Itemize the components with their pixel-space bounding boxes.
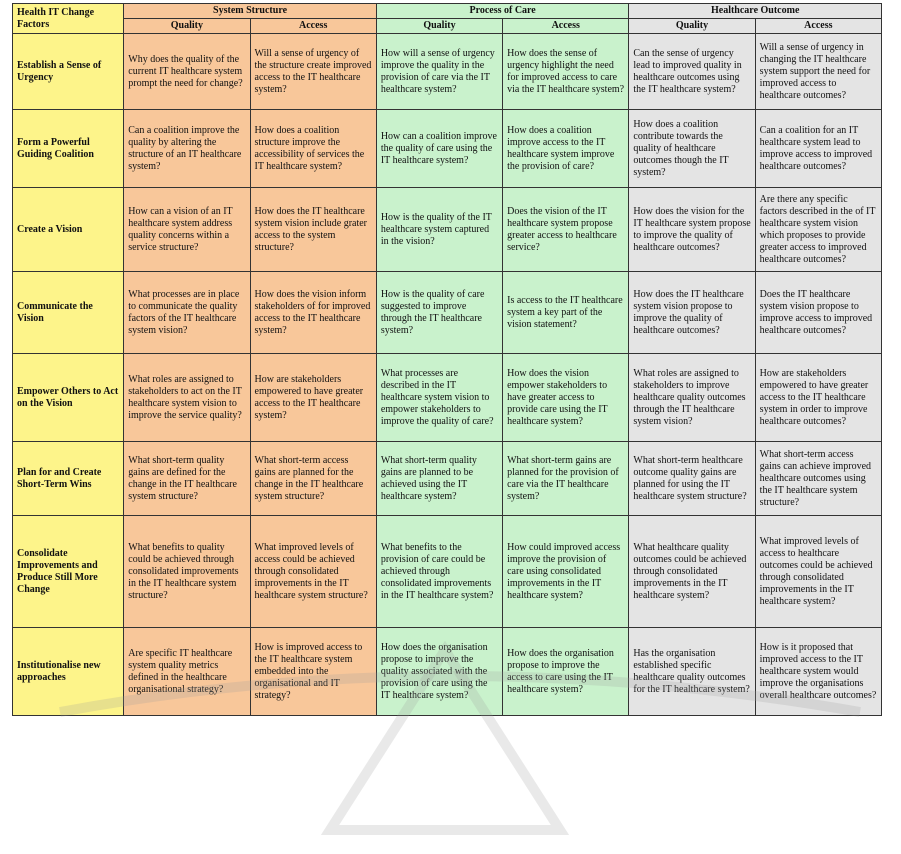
cell-text: Is access to the IT healthcare system a key part of the vision statement? (503, 272, 629, 354)
cell-text: What short-term quality gains are planned to be achieved using the IT healthcare system? (376, 442, 502, 516)
table-row (13, 188, 882, 272)
row-factor: Form a Powerful Guiding Coalition (13, 110, 124, 188)
cell-text: What short-term access gains can achieve improved healthcare outcomes using the IT healthcare system structure? (755, 442, 881, 516)
cell-text: What benefits to the provision of care could be achieved through consolidated improvements in the IT healthcare system? (376, 516, 502, 628)
cell-text: Will a sense of urgency in changing the IT healthcare system support the need for improved access to healthcare outcomes? (755, 34, 881, 110)
cell-text: What processes are described in the IT healthcare system vision to empower stakeholders to improve the quality of care? (376, 354, 502, 442)
group-header-healthcare-outcome: Healthcare Outcome (629, 4, 882, 19)
cell-text: Are specific IT healthcare system quality metrics defined in the healthcare organisational strategy? (124, 628, 250, 716)
cell-text: Does the vision of the IT healthcare system propose greater access to healthcare service? (503, 188, 629, 272)
change-factors-table (12, 3, 882, 716)
cell-text: How can a vision of an IT healthcare system address quality concerns within a service structure? (124, 188, 250, 272)
cell-text: How are stakeholders empowered to have greater access to the IT healthcare system in order to improve healthcare outcomes? (755, 354, 881, 442)
cell-text: How does the organisation propose to improve the access to care using the IT healthcare system? (503, 628, 629, 716)
row-factor: Consolidate Improvements and Produce Still More Change (13, 516, 124, 628)
cell-text: How does the IT healthcare system vision include grater access to the system structure? (250, 188, 376, 272)
group-header-system-structure: System Structure (124, 4, 377, 19)
table-row (13, 628, 882, 716)
cell-text: How will a sense of urgency improve the quality in the provision of care via the IT healthcare system? (376, 34, 502, 110)
cell-text: What short-term gains are planned for the provision of care via the IT healthcare system? (503, 442, 629, 516)
table-row (13, 354, 882, 442)
cell-text: Why does the quality of the current IT healthcare system prompt the need for change? (124, 34, 250, 110)
cell-text: How does the vision empower stakeholders to have greater access to provide care using the IT healthcare system? (503, 354, 629, 442)
cell-text: What roles are assigned to stakeholders to improve healthcare quality outcomes through the IT healthcare system vision? (629, 354, 755, 442)
cell-text: What processes are in place to communicate the quality factors of the IT healthcare system vision? (124, 272, 250, 354)
cell-text: How does a coalition structure improve the accessibility of services the IT healthcare system? (250, 110, 376, 188)
table-row (13, 442, 882, 516)
row-factor: Communicate the Vision (13, 272, 124, 354)
cell-text: How does the IT healthcare system vision propose to improve the quality of healthcare outcomes? (629, 272, 755, 354)
row-factor: Establish a Sense of Urgency (13, 34, 124, 110)
cell-text: How does the sense of urgency highlight the need for improved access to care via the IT healthcare system? (503, 34, 629, 110)
sub-header-access: Access (250, 19, 376, 34)
cell-text: What improved levels of access could be achieved through consolidated improvements in the IT healthcare system structure? (250, 516, 376, 628)
cell-text: Are there any specific factors described in the of IT healthcare system vision which proposes to provide greater access to improved healthcare outcomes? (755, 188, 881, 272)
table-row (13, 272, 882, 354)
row-factor: Institutionalise new approaches (13, 628, 124, 716)
cell-text: Can a coalition improve the quality by altering the structure of an IT healthcare system? (124, 110, 250, 188)
cell-text: How can a coalition improve the quality of care using the IT healthcare system? (376, 110, 502, 188)
cell-text: How does the vision for the IT healthcare system propose to improve the quality of healthcare outcomes? (629, 188, 755, 272)
corner-header: Health IT Change Factors (13, 4, 124, 34)
table-row (13, 110, 882, 188)
cell-text: How does the organisation propose to improve the quality associated with the provision of care using the IT healthcare system? (376, 628, 502, 716)
row-factor: Empower Others to Act on the Vision (13, 354, 124, 442)
cell-text: Does the IT healthcare system vision propose to improve access to improved healthcare outcomes? (755, 272, 881, 354)
row-factor: Create a Vision (13, 188, 124, 272)
sub-header-quality: Quality (376, 19, 502, 34)
table-row (13, 34, 882, 110)
sub-header-quality: Quality (629, 19, 755, 34)
cell-text: Can a coalition for an IT healthcare system lead to improve access to improved healthcare outcomes? (755, 110, 881, 188)
cell-text: What short-term access gains are planned for the change in the IT healthcare system structure? (250, 442, 376, 516)
cell-text: How could improved access improve the provision of care using consolidated improvements in the IT healthcare system? (503, 516, 629, 628)
cell-text: What short-term healthcare outcome quality gains are planned for using the IT healthcare system structure? (629, 442, 755, 516)
cell-text: How is the quality of care suggested to improve through the IT healthcare system? (376, 272, 502, 354)
cell-text: How is it proposed that improved access to the IT healthcare system would improve the organisations overall healthcare outcomes? (755, 628, 881, 716)
cell-text: What healthcare quality outcomes could be achieved through consolidated improvements in the IT healthcare system? (629, 516, 755, 628)
cell-text: How are stakeholders empowered to have greater access to the IT healthcare system? (250, 354, 376, 442)
row-factor: Plan for and Create Short-Term Wins (13, 442, 124, 516)
cell-text: What roles are assigned to stakeholders to act on the IT healthcare system vision to improve the service quality? (124, 354, 250, 442)
cell-text: What short-term quality gains are defined for the change in the IT healthcare system structure? (124, 442, 250, 516)
cell-text: Will a sense of urgency of the structure create improved access to the IT healthcare system? (250, 34, 376, 110)
sub-header-quality: Quality (124, 19, 250, 34)
cell-text: Can the sense of urgency lead to improved quality in healthcare outcomes using the IT healthcare system? (629, 34, 755, 110)
sub-header-access: Access (755, 19, 881, 34)
cell-text: What benefits to quality could be achieved through consolidated improvements in the IT healthcare system structure? (124, 516, 250, 628)
cell-text: How is the quality of the IT healthcare system captured in the vision? (376, 188, 502, 272)
cell-text: How does a coalition contribute towards the quality of healthcare outcomes though the IT system? (629, 110, 755, 188)
cell-text: How does the vision inform stakeholders of for improved access to the IT healthcare system? (250, 272, 376, 354)
group-header-process-of-care: Process of Care (376, 4, 629, 19)
cell-text: Has the organisation established specific healthcare quality outcomes for the IT healthcare system? (629, 628, 755, 716)
cell-text: What improved levels of access to healthcare outcomes could be achieved through consolidated improvements in the IT healthcare system? (755, 516, 881, 628)
cell-text: How is improved access to the IT healthcare system embedded into the organisational and IT strategy? (250, 628, 376, 716)
table-row (13, 516, 882, 628)
cell-text: How does a coalition improve access to the IT healthcare system improve the provision of care? (503, 110, 629, 188)
sub-header-access: Access (503, 19, 629, 34)
